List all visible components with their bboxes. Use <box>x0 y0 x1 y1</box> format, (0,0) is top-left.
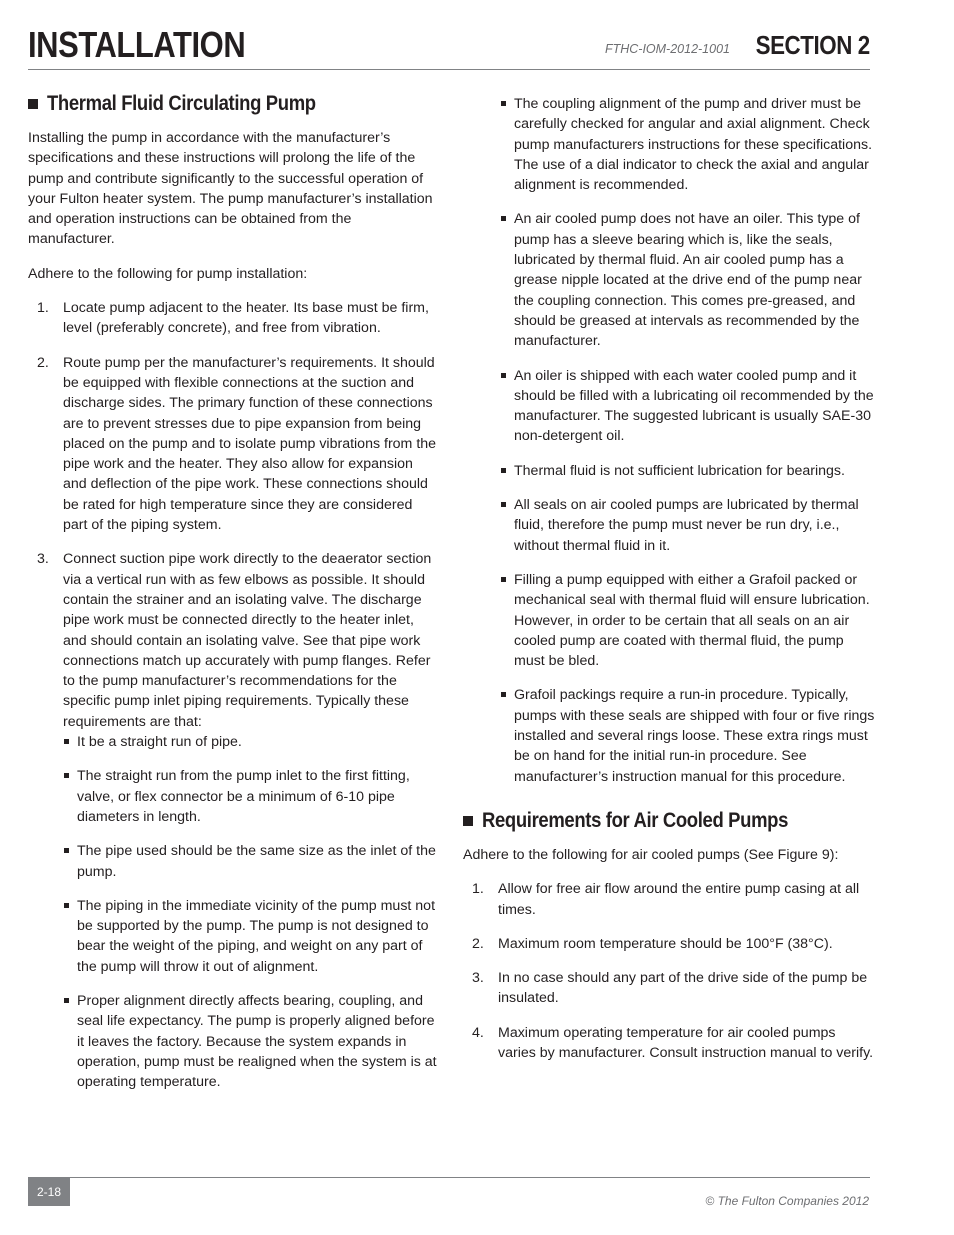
installation-steps <box>28 298 440 1092</box>
bullet-item: The coupling alignment of the pump and driver must be carefully checked for angular and axial alignment. Check pump manufacturers instructions for these specifications. The use of a dial indicator to check the axial and angular alignment is recommended. <box>500 94 875 195</box>
pump-notes-list <box>500 94 875 787</box>
step-text: In no case should any part of the drive side of the pump be insulated. <box>498 970 868 1007</box>
square-bullet-icon <box>64 903 69 908</box>
section-heading: Thermal Fluid Circulating Pump <box>28 90 440 118</box>
step-number: 3. <box>37 551 49 568</box>
right-column <box>463 94 875 1077</box>
bullet-item: An air cooled pump does not have an oiler. This type of pump has a sleeve bearing which is, like the seals, lubricated by thermal fluid. An air cooled pump has a grease nipple located at the drive end of the pump near the coupling connection. This comes pre-greased, and should be greased at intervals as recommended by the manufacturer. <box>500 209 875 351</box>
step-number: 3. <box>472 970 484 987</box>
step-text: Route pump per the manufacturer’s requirements. It should be equipped with flexible connections at the suction and discharge sides. The primary function of these connections are to prevent stresses due to pipe expansion from being placed on the pump and to isolate pump vibrations from the pipe work and the heater. They also allow for expansion and deflection of the pipe work. These connections should be rated for high temperature since they are considered part of the piping system. <box>63 354 437 534</box>
bullet-item: Proper alignment directly affects bearing, coupling, and seal life expectancy. The pump is properly aligned before it leaves the factory. Because the system expands in operation, pump must be realigned when the system is at operating temperature. <box>63 991 440 1092</box>
list-item <box>463 934 875 954</box>
bullet-item: The pipe used should be the same size as the inlet of the pump. <box>63 841 440 882</box>
footer-divider <box>28 1177 870 1178</box>
section-heading: Requirements for Air Cooled Pumps <box>463 807 875 835</box>
square-bullet-icon <box>28 99 38 109</box>
square-bullet-icon <box>501 577 506 582</box>
step-text: Allow for free air flow around the entire pump casing at all times. <box>498 881 860 918</box>
square-bullet-icon <box>501 502 506 507</box>
bullet-item: The straight run from the pump inlet to the first fitting, valve, or flex connector be a minimum of 6-10 pipe diameters in length. <box>63 766 440 827</box>
bullet-item: Filling a pump equipped with either a Grafoil packed or mechanical seal with thermal fluid will ensure lubrication. However, in order to be certain that all seals on an air cooled pump are coated with thermal fluid, the pump must be bled. <box>500 570 875 671</box>
bullet-item: Grafoil packings require a run-in procedure. Typically, pumps with these seals are shipped with four or five rings installed and several rings loose. These extra rings must be on hand for the initial run-in procedure. See manufacturer’s instruction manual for this procedure. <box>500 685 875 786</box>
square-bullet-icon <box>501 468 506 473</box>
square-bullet-icon <box>64 773 69 778</box>
list-item <box>463 968 875 1009</box>
page-number: 2-18 <box>28 1178 70 1206</box>
step-number: 2. <box>37 354 49 371</box>
list-item <box>463 1023 875 1064</box>
page-title: INSTALLATION <box>28 24 246 65</box>
square-bullet-icon <box>64 739 69 744</box>
square-bullet-icon <box>501 373 506 378</box>
step-3-requirements <box>63 732 440 1092</box>
intro-paragraph: Installing the pump in accordance with the manufacturer’s specifications and these instructions will prolong the life of the pump and contribute significantly to the successful operation of your Fulton heater system. The pump manufacturer’s installation and operation instructions can be obtained from the manufacturer. <box>28 130 433 248</box>
step-text: Maximum operating temperature for air cooled pumps varies by manufacturer. Consult instruction manual to verify. <box>498 1024 874 1061</box>
lead-paragraph: Adhere to the following for air cooled pumps (See Figure 9): <box>463 846 839 863</box>
bullet-item: The piping in the immediate vicinity of the pump must not be supported by the pump. The pump is not designed to bear the weight of the piping, and weight on any part of the pump will throw it out of alignment. <box>63 896 440 977</box>
list-item <box>28 353 440 536</box>
square-bullet-icon <box>501 101 506 106</box>
copyright-notice: © The Fulton Companies 2012 <box>705 1194 869 1208</box>
step-number: 4. <box>472 1024 484 1041</box>
list-item <box>463 879 875 920</box>
left-column <box>28 90 440 1106</box>
section-label: SECTION 2 <box>755 30 870 60</box>
square-bullet-icon <box>501 692 506 697</box>
list-item <box>28 298 440 339</box>
header-divider <box>28 69 870 70</box>
bullet-item: Thermal fluid is not sufficient lubrication for bearings. <box>500 461 875 481</box>
step-number: 1. <box>37 300 49 317</box>
bullet-item: All seals on air cooled pumps are lubricated by thermal fluid, therefore the pump must never be run dry, i.e., without thermal fluid in it. <box>500 495 875 556</box>
air-cooled-requirements <box>463 879 875 1063</box>
square-bullet-icon <box>501 216 506 221</box>
list-item <box>28 549 440 1092</box>
step-number: 1. <box>472 881 484 898</box>
bullet-item: It be a straight run of pipe. <box>63 732 440 752</box>
lead-paragraph: Adhere to the following for pump installation: <box>28 265 308 282</box>
step-text: Locate pump adjacent to the heater. Its base must be firm, level (preferably concrete), and free from vibration. <box>63 300 429 337</box>
document-id: FTHC-IOM-2012-1001 <box>604 42 730 56</box>
step-text: Connect suction pipe work directly to the deaerator section via a vertical run with as few elbows as possible. It should contain the strainer and an isolating valve. The discharge pipe work must be connected directly to the heater inlet, and should contain an isolating valve. See that pipe work connections match up accurately with pump flanges. Refer to the pump manufacturer’s recommendations for the specific pump inlet piping requirements. Typically these requirements are that: <box>63 551 432 730</box>
square-bullet-icon <box>64 998 69 1003</box>
square-bullet-icon <box>64 848 69 853</box>
square-bullet-icon <box>463 816 473 826</box>
step-number: 2. <box>472 935 484 952</box>
bullet-item: An oiler is shipped with each water cooled pump and it should be filled with a lubricating oil recommended by the manufacturer. The suggested lubricant is usually SAE-30 non-detergent oil. <box>500 366 875 447</box>
step-text: Maximum room temperature should be 100°F (38°C). <box>498 935 833 952</box>
